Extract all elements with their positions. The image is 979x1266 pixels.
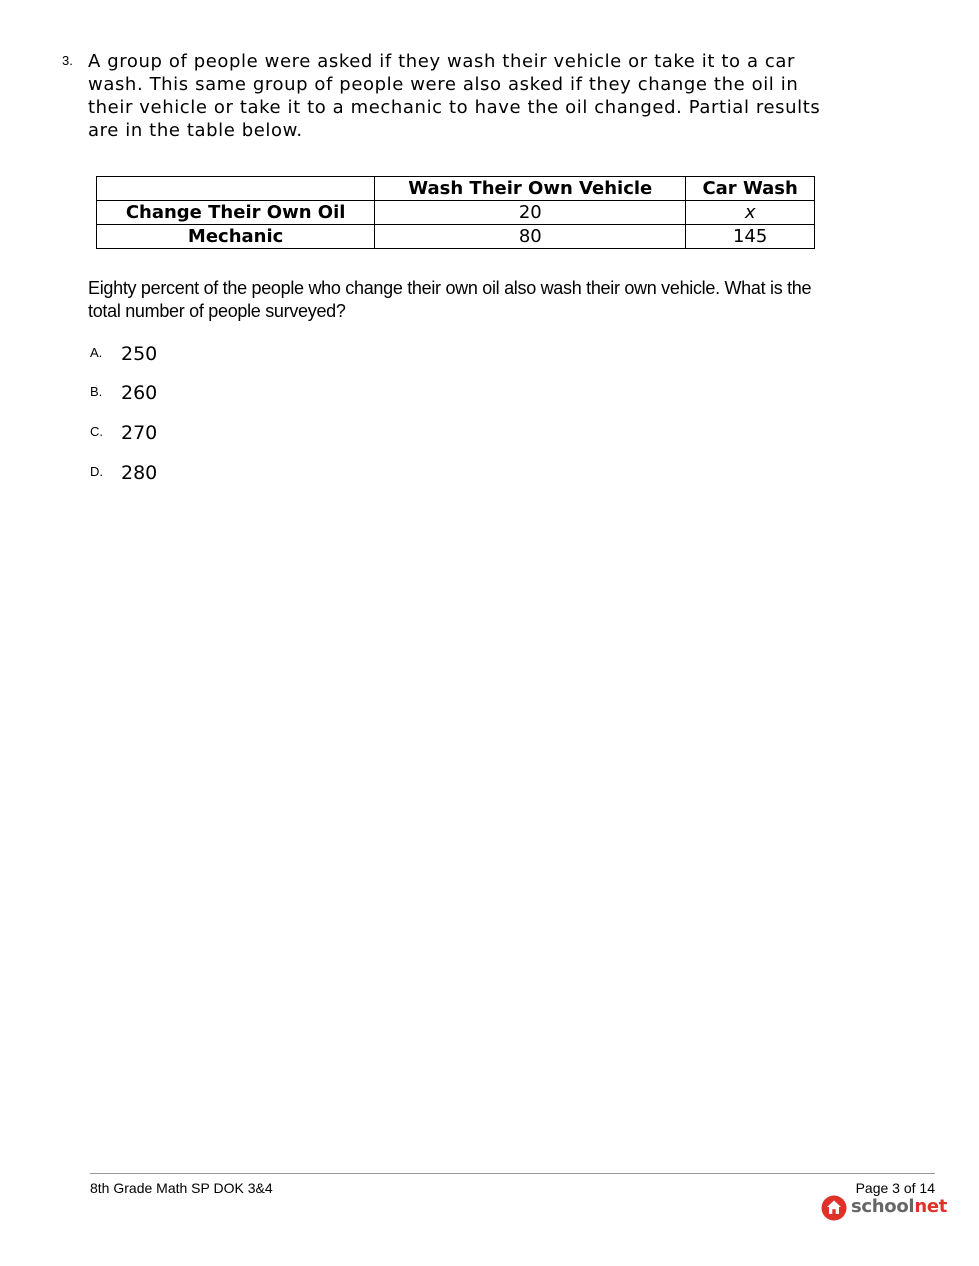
question-number: 3. (62, 53, 73, 68)
choice-letter: A. (90, 345, 103, 360)
choice-value: 260 (121, 382, 158, 404)
choice-value: 270 (121, 422, 158, 444)
schoolnet-logo (821, 1195, 948, 1223)
logo-text-school: school (851, 1196, 915, 1217)
row-label-change-own-oil: Change Their Own Oil (97, 201, 375, 225)
choice-value: 250 (121, 343, 158, 365)
choice-letter: B. (90, 384, 103, 399)
question-prompt: Eighty percent of the people who change their own oil also wash their own vehicle. What is the total number of people surveyed? (88, 278, 812, 321)
survey-table (96, 176, 815, 249)
schoolnet-house-icon (821, 1195, 847, 1221)
footer-course-title: 8th Grade Math SP DOK 3&4 (90, 1180, 273, 1196)
choice-letter: C. (90, 424, 103, 439)
cell-oil-wash-own: 20 (375, 201, 686, 225)
table-row (97, 201, 815, 225)
footer-page-number: Page 3 of 14 (855, 1180, 935, 1196)
schoolnet-wordmark (851, 1196, 947, 1217)
footer-divider (90, 1173, 935, 1174)
table-header-empty (97, 177, 375, 201)
question-stem: A group of people were asked if they wash their vehicle or take it to a car wash. This same group of people were also asked if they change the oil in their vehicle or take it to a mechanic to have the oil changed. Partial results are in the table below. (88, 51, 821, 141)
cell-mechanic-wash-own: 80 (375, 225, 686, 249)
row-label-mechanic: Mechanic (97, 225, 375, 249)
table-header-row (97, 177, 815, 201)
choice-letter: D. (90, 464, 103, 479)
table-header-wash-own: Wash Their Own Vehicle (375, 177, 686, 201)
choice-value: 280 (121, 462, 158, 484)
table-header-car-wash: Car Wash (686, 177, 815, 201)
cell-mechanic-car-wash: 145 (686, 225, 815, 249)
table-row (97, 225, 815, 249)
logo-text-net: net (914, 1196, 948, 1217)
cell-oil-car-wash: x (686, 201, 815, 225)
